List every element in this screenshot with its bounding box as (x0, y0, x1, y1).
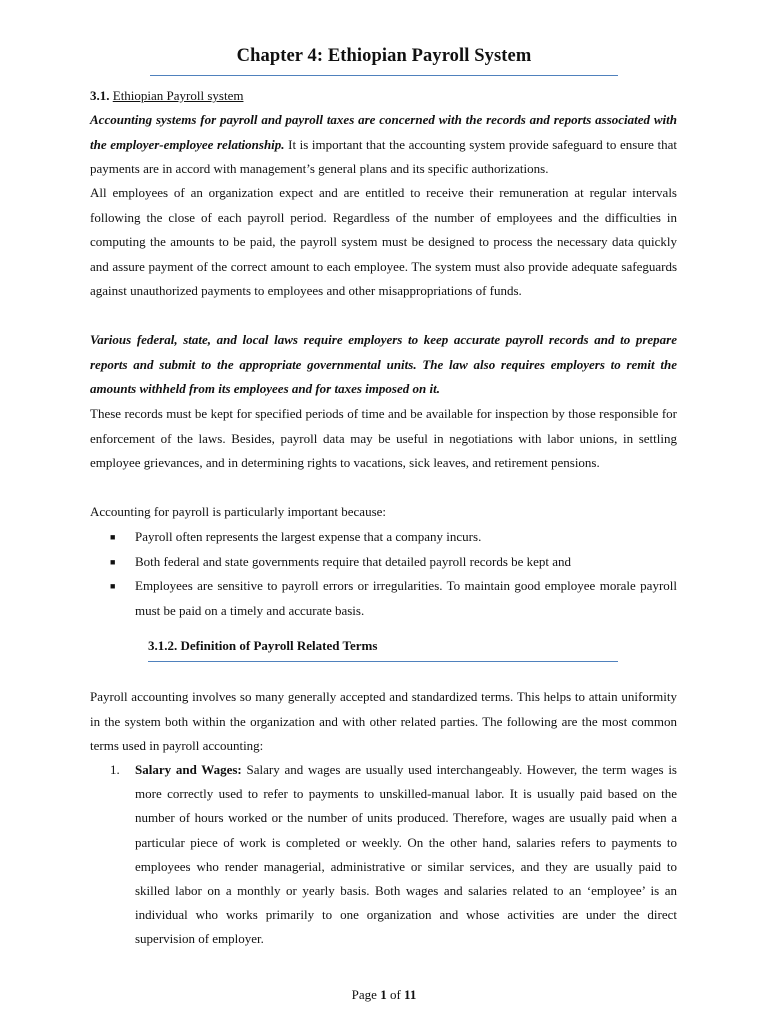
bullet-text: Employees are sensitive to payroll errors or irregularities. To maintain good employee morale payroll must be paid on a timely and accurate basis. (135, 578, 677, 618)
item-term: Salary and Wages: (135, 762, 242, 777)
square-bullet-icon: ■ (110, 556, 116, 567)
paragraph-accounting-systems-body: It is important that the accounting system provide safeguard to ensure that payments are in accord with management’s general plans and its specific authorizations. (90, 136, 678, 176)
paragraph-payroll-terms-intro: Payroll accounting involves so many generally accepted and standardized terms. This helps to attain uniformity in the system both within the organization and with other related parties. The following are the most common terms used in payroll accounting: (90, 689, 677, 753)
page-footer (0, 987, 768, 1003)
footer-of: of (386, 987, 405, 1002)
paragraph-records-retention: These records must be kept for specified periods of time and be available for inspection by those responsible for enforcement of the laws. Besides, payroll data may be useful in negotiations with labor unions, in settling employee grievances, and in determining rights to vacations, sick leaves, and retirement pensions. (90, 406, 677, 470)
bullet-text: Both federal and state governments require that detailed payroll records be kept and (135, 553, 572, 569)
numbered-item-salary-wages (110, 758, 677, 952)
subsection-heading: 3.1.2. Definition of Payroll Related Terms (148, 638, 378, 653)
importance-bullet-list (110, 525, 677, 623)
section-number: 3.1. (90, 88, 113, 103)
section-heading (90, 88, 243, 104)
list-item (110, 525, 677, 550)
list-item (110, 574, 677, 623)
item-body (135, 758, 677, 952)
subsection-underline-rule (148, 661, 618, 662)
paragraph-accounting-systems-emphasis: Accounting systems for payroll and payroll taxes are concerned with the records and reports associated with the employer-employee relationship. (90, 112, 677, 152)
paragraph-laws-emphasis: Various federal, state, and local laws require employers to keep accurate payroll records and to prepare reports and submit to the appropriate governmental units. The law also requires employers to remit the amounts withheld from its employees and for taxes imposed on it. (90, 332, 677, 396)
list-item (110, 550, 677, 575)
square-bullet-icon: ■ (110, 532, 116, 542)
total-page-count: 11 (404, 987, 417, 1002)
item-number: 1. (110, 762, 120, 777)
chapter-title: Chapter 4: Ethiopian Payroll System (236, 46, 532, 66)
current-page-number: 1 (380, 987, 387, 1002)
square-bullet-icon: ■ (110, 581, 116, 591)
section-title: Ethiopian Payroll system (112, 88, 244, 103)
paragraph-importance-intro: Accounting for payroll is particularly important because: (90, 504, 387, 519)
footer-prefix: Page (351, 987, 381, 1002)
item-definition: Salary and wages are usually used interchangeably. However, the term wages is more correctly used to refer to payments to unskilled-manual labor. It is usually paid based on the number of hours worked or the number of units produced. Therefore, wages are usually paid when a particular piece of work is completed or weekly. On the other hand, salaries refers to payments to employees who render managerial, administrative or similar services, and they are usually paid to skilled labor on a monthly or yearly basis. Both wages and salaries related to an ‘employee’ is an individual who works primarily to one organization and whose activities are under the direct supervision of employer. (135, 762, 677, 947)
bullet-text: Payroll often represents the largest expense that a company incurs. (135, 529, 482, 544)
paragraph-employee-remuneration: All employees of an organization expect and are entitled to receive their remuneration at regular intervals following the close of each payroll period. Regardless of the number of employees and the difficulties in computing the amounts to be paid, the payroll system must be designed to process the necessary data quickly and assure payment of the correct amount to each employee. The system must also provide adequate safeguards against unauthorized payments to employees and other misappropriations of funds. (90, 185, 677, 298)
title-underline-rule (150, 75, 618, 76)
paragraph-accounting-systems (90, 108, 677, 182)
